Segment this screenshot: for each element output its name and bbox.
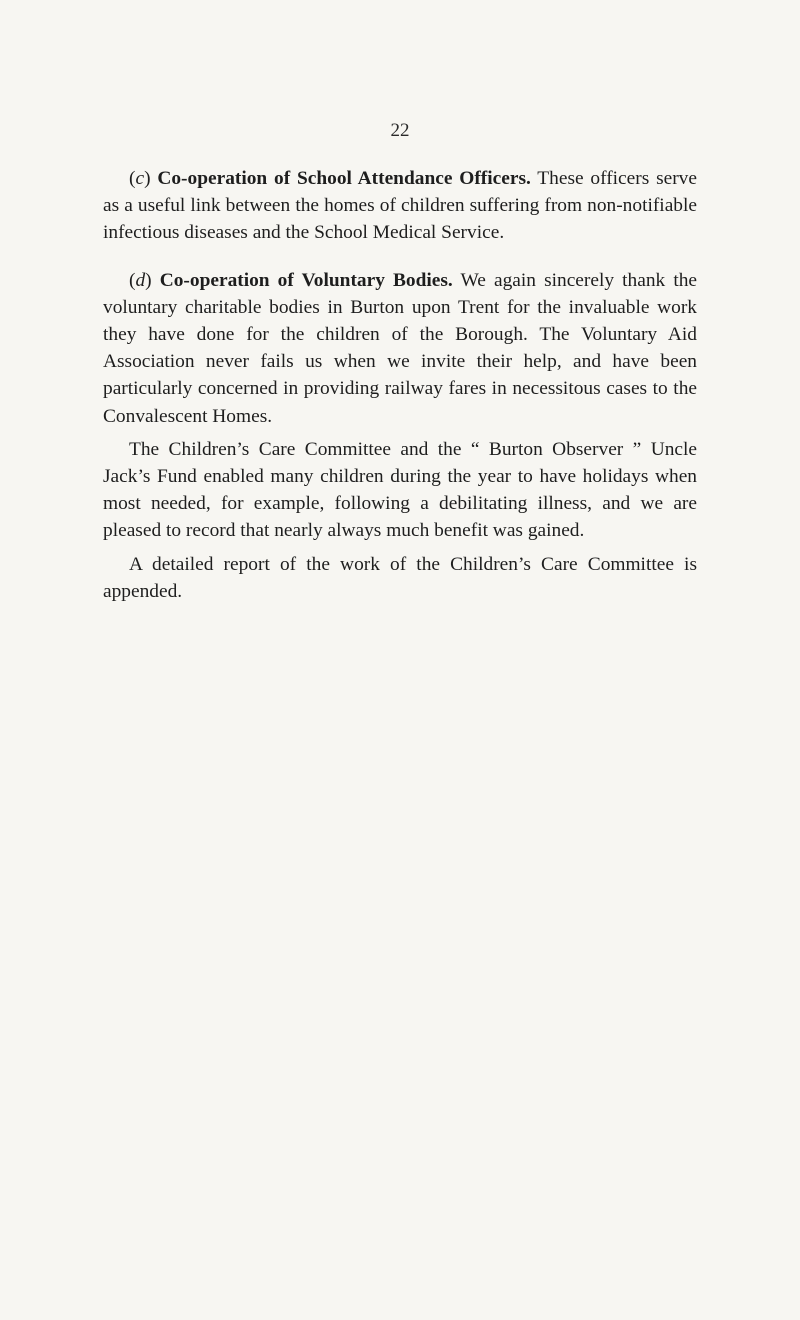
section-d-text: We again sincerely thank the voluntary charitable bodies in Burton upon Trent for the invaluable work they have done for the children of the Borough. The Voluntary Aid Association never fails us when we invite their help, and have been particularly concerned in providing railway fares in necessitous cases to the Convalescent Homes. (103, 269, 698, 427)
section-c-text: These officers serve as a useful link between the homes of children suffering from non-notifiable infectious diseases and the School Medical Service. (103, 168, 697, 244)
care-committee-paragraph: The Children’s Care Committee and the “ Burton Observer ” Uncle Jack’s Fund enabled many children during the year to have holidays when most needed, for example, following a debilitating illness, and we are pleased to record that nearly always much benefit was gained. (103, 438, 697, 542)
section-c-heading: Co-operation of School Attendance Officers. (157, 168, 531, 189)
section-d: (d) Co-operation of Voluntary Bodies. We again sincerely thank the voluntary charitable bodies in Burton upon Trent for the invaluable work they have done for the children of the Borough. The Voluntary Aid Association never fails us when we invite their help, and have been particularly concerned in providing railway fares in necessitous cases to the Convalescent Homes. (103, 269, 698, 427)
appended-report-paragraph: A detailed report of the work of the Children’s Care Committee is appended. (103, 553, 697, 602)
section-d-heading: Co-operation of Voluntary Bodies. (159, 269, 453, 291)
section-c-label: c (135, 168, 145, 189)
section-c: (c) Co-operation of School Attendance Officers. These officers serve as a useful link between the homes of children suffering from non-notifiable infectious diseases and the School Medical Service. (103, 168, 697, 244)
section-d-label: d (135, 269, 146, 291)
page-body (103, 165, 697, 605)
page-number: 22 (390, 120, 410, 141)
